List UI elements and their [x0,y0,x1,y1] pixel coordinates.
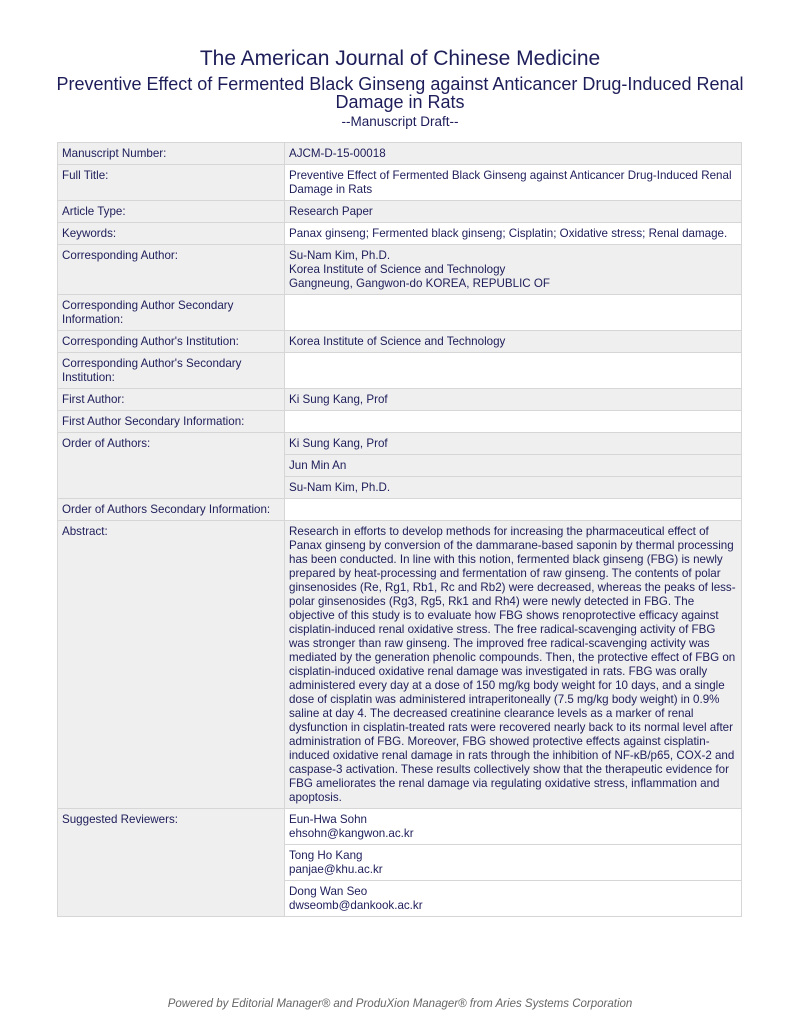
order-secondary-value [285,499,742,521]
first-author-secondary-value [285,411,742,433]
corr-institution-value: Korea Institute of Science and Technology [285,331,742,353]
author-item: Su-Nam Kim, Ph.D. [285,477,742,499]
table-row [58,433,742,455]
abstract-label: Abstract: [58,521,285,809]
footer-credit: Powered by Editorial Manager® and ProduXion Manager® from Aries Systems Corporation [167,998,633,1010]
manuscript-info-table [57,142,742,917]
corresponding-author-institution: Korea Institute of Science and Technology [289,263,506,276]
table-row [58,809,742,845]
order-of-authors-label: Order of Authors: [58,433,285,499]
reviewer-name: Tong Ho Kang [289,849,363,862]
manuscript-number-label: Manuscript Number: [58,143,285,165]
reviewer-item [285,845,742,881]
abstract-value: Research in efforts to develop methods for increasing the pharmaceutical effect of Panax ginseng by conversion of the dammarane-based saponin by thermal processing has been conducted. In line with this notion, fermented black ginseng (FBG) is newly prepared by heat-processing and fermentation of raw ginseng. The contents of polar ginsenosides (Re, Rg1, Rb1, Rc and Rb2) were decreased, whereas the peaks of less-polar ginsenosides (Rg3, Rg5, Rk1 and Rh4) were newly detected in FBG. The objective of this study is to evaluate how FBG shows renoprotective efficacy against cisplatin-induced renal oxidative stress. The free radical-scavenging activity of FBG was stronger than raw ginseng. The improved free radical-scavenging activity was mediated by the generation phenolic compounds. Then, the protective effect of FBG on cisplatin-induced oxidative renal damage was investigated in rats. FBG was orally administered every day at a dose of 150 mg/kg body weight for 10 days, and a single dose of cisplatin was administered intraperitoneally (7.5 mg/kg body weight) in 0.9% saline at day 4. The decreased creatinine clearance levels as a marker of renal dysfunction in cisplatin-treated rats were recovered nearly back to its normal level after administration of FBG. Moreover, FBG showed protective effects against cisplatin-induced oxidative renal damage in rats through the inhibition of NF-κB/p65, COX-2 and caspase-3 activation. These results collectively show that the therapeutic evidence for FBG ameliorates the renal damage via regulating oxidative stress, inflammation and apoptosis. [285,521,742,809]
keywords-value: Panax ginseng; Fermented black ginseng; Cisplatin; Oxidative stress; Renal damage. [285,223,742,245]
reviewer-email: panjae@khu.ac.kr [289,863,383,876]
table-row [58,245,742,295]
table-row [58,389,742,411]
suggested-reviewers-label: Suggested Reviewers: [58,809,285,917]
corr-secondary-info-label: Corresponding Author Secondary Information: [58,295,285,331]
corr-secondary-info-value [285,295,742,331]
table-row [58,165,742,201]
draft-label: --Manuscript Draft-- [341,114,459,129]
article-type-value: Research Paper [285,201,742,223]
reviewer-email: ehsohn@kangwon.ac.kr [289,827,414,840]
corr-institution-label: Corresponding Author's Institution: [58,331,285,353]
reviewer-name: Dong Wan Seo [289,885,368,898]
keywords-label: Keywords: [58,223,285,245]
table-row [58,295,742,331]
reviewer-item [285,881,742,917]
author-item: Ki Sung Kang, Prof [285,433,742,455]
corresponding-author-name: Su-Nam Kim, Ph.D. [289,249,391,262]
first-author-value: Ki Sung Kang, Prof [285,389,742,411]
table-row [58,521,742,809]
table-row [58,331,742,353]
table-row [58,143,742,165]
article-type-label: Article Type: [58,201,285,223]
corr-secondary-institution-value [285,353,742,389]
corresponding-author-label: Corresponding Author: [58,245,285,295]
table-row [58,223,742,245]
manuscript-title: Preventive Effect of Fermented Black Ginseng against Anticancer Drug-Induced Renal Damage in Rats [56,74,744,112]
table-row [58,201,742,223]
full-title-value: Preventive Effect of Fermented Black Ginseng against Anticancer Drug-Induced Renal Damage in Rats [285,165,742,201]
corr-secondary-institution-label: Corresponding Author's Secondary Institution: [58,353,285,389]
full-title-label: Full Title: [58,165,285,201]
author-item: Jun Min An [285,455,742,477]
table-row [58,353,742,389]
order-secondary-label: Order of Authors Secondary Information: [58,499,285,521]
manuscript-number-value: AJCM-D-15-00018 [285,143,742,165]
first-author-label: First Author: [58,389,285,411]
corresponding-author-value [285,245,742,295]
table-row [58,499,742,521]
reviewer-email: dwseomb@dankook.ac.kr [289,899,423,912]
reviewer-name: Eun-Hwa Sohn [289,813,367,826]
journal-name: The American Journal of Chinese Medicine [199,47,601,70]
first-author-secondary-label: First Author Secondary Information: [58,411,285,433]
corresponding-author-location: Gangneung, Gangwon-do KOREA, REPUBLIC OF [289,277,550,290]
reviewer-item [285,809,742,845]
table-row [58,411,742,433]
